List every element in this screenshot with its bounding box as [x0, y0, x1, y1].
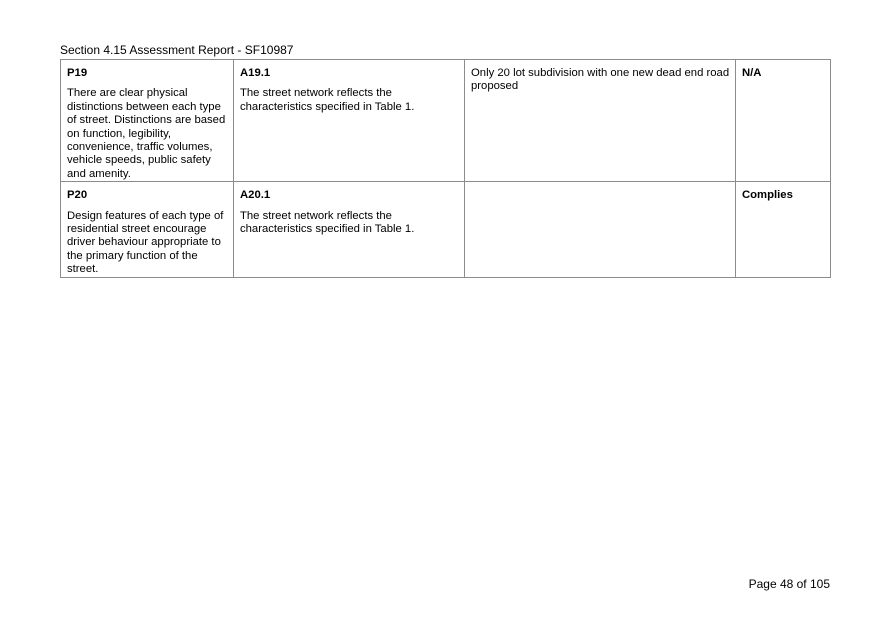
- comment-cell: [465, 182, 736, 277]
- report-header: Section 4.15 Assessment Report - SF10987: [60, 43, 294, 57]
- status-cell: [736, 182, 831, 277]
- acceptable-code: A19.1: [240, 67, 271, 79]
- performance-text: There are clear physical distinctions between each type of street. Distinctions are based on function, legibility, convenience, traffic volumes, vehicle speeds, public safety and amenity.: [67, 87, 226, 180]
- comment-text: Only 20 lot subdivision with one new dead end road proposed: [471, 67, 730, 93]
- table-row: [61, 60, 831, 182]
- status-text: Complies: [742, 189, 793, 202]
- page-number: Page 48 of 105: [748, 577, 830, 591]
- performance-criteria-cell: [61, 182, 234, 277]
- acceptable-solution-cell: [234, 60, 465, 182]
- acceptable-code: A20.1: [240, 189, 271, 202]
- performance-code: P20: [67, 189, 88, 202]
- acceptable-text: The street network reflects the characteristics specified in Table 1.: [240, 209, 415, 236]
- acceptable-text: The street network reflects the characteristics specified in Table 1.: [240, 87, 415, 113]
- performance-text: Design features of each type of residential street encourage driver behaviour appropriate to the primary function of the street.: [67, 209, 224, 276]
- status-text: N/A: [742, 67, 762, 79]
- performance-criteria-cell: [61, 60, 234, 182]
- assessment-table: [60, 59, 831, 278]
- acceptable-solution-cell: [234, 182, 465, 277]
- performance-code: P19: [67, 67, 88, 79]
- table-row: [61, 182, 831, 277]
- status-cell: [736, 60, 831, 182]
- comment-cell: [465, 60, 736, 182]
